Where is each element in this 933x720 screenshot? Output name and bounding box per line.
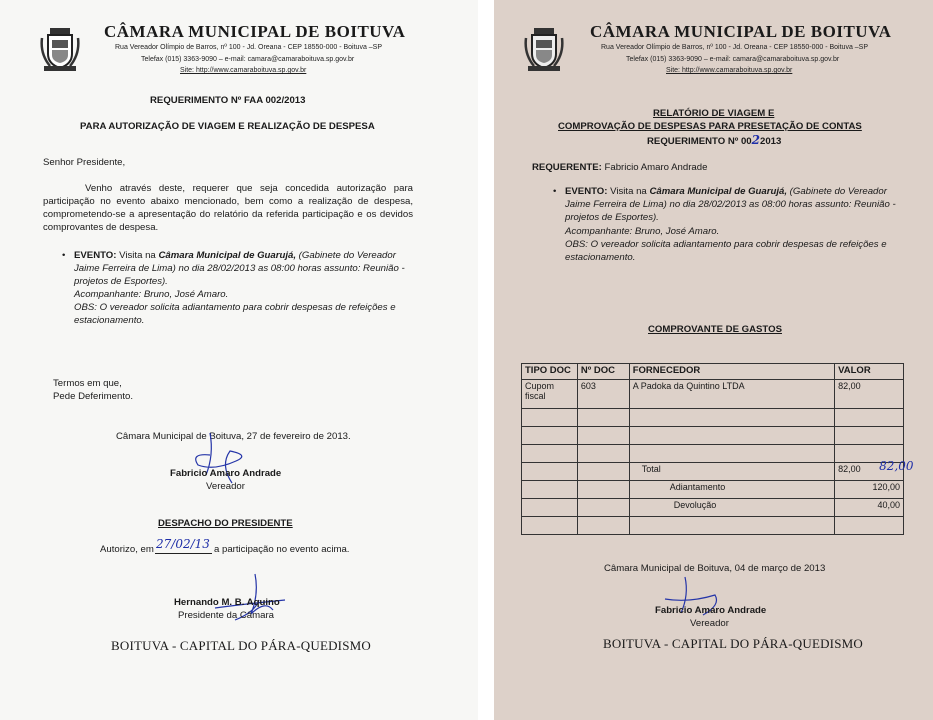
column-header: VALOR <box>835 364 904 380</box>
acompanhante-text: Acompanhante: Bruno, José Amaro. <box>74 289 229 300</box>
autorizo-prefix: Autorizo, em <box>100 544 154 555</box>
obs-text: OBS: O vereador solicita adiantamento para cobrir despesas de refeições e estacionamento. <box>565 239 887 263</box>
table-row <box>522 409 904 427</box>
header-contact: Telefax (015) 3363-9090 – e-mail: camara@camaraboituva.sp.gov.br <box>626 56 840 63</box>
column-header: TIPO DOC <box>522 364 578 380</box>
table-cell: A Padoka da Quintino LTDA <box>629 380 834 409</box>
table-cell: Cupom fiscal <box>522 380 578 409</box>
signer-name: Fabricio Amaro Andrade <box>170 468 282 479</box>
table-cell: 82,00 <box>835 380 904 409</box>
header-title: CÂMARA MUNICIPAL DE BOITUVA <box>104 22 406 41</box>
relatorio-title: RELATÓRIO DE VIAGEM E <box>653 108 775 119</box>
acompanhante-text: Acompanhante: Bruno, José Amaro. <box>565 226 720 237</box>
motto-right: BOITUVA - CAPITAL DO PÁRA-QUEDISMO <box>603 636 863 651</box>
requerente-line: REQUERENTE: Fabricio Amaro Andrade <box>532 162 708 173</box>
table-row-devolucao <box>522 499 904 517</box>
expense-table <box>521 363 914 535</box>
closing-line-2: Pede Deferimento. <box>53 391 133 402</box>
table-cell: 603 <box>577 380 629 409</box>
salutation: Senhor Presidente, <box>43 157 126 168</box>
evento-item: • EVENTO: Visita na Câmara Municipal de Guarujá, (Gabinete do Vereador Jaime Ferreira de Lima) no dia 28/02/2013 as 08:00 horas assunto: Reunião - projetos de Esportes). <box>553 186 896 223</box>
signer-role: Vereador <box>690 618 729 629</box>
closing-line-1: Termos em que, <box>53 378 122 389</box>
request-paragraph: Venho através deste, requerer que seja concedida autorização para participação no evento abaixo mencionado, bem como a realização de despesa, comprometendo-se a apresentação do relatório da referida participação e os devidos comprovantes de despesa. <box>43 183 413 233</box>
header-address: Rua Vereador Olímpio de Barros, nº 100 - Jd. Oreana - CEP 18550-000 - Boituva –SP <box>601 44 869 51</box>
obs-text: OBS: O vereador solicita adiantamento para cobrir despesas de refeições e estacionamento. <box>74 302 396 326</box>
despacho-title: DESPACHO DO PRESIDENTE <box>158 518 293 529</box>
column-header: FORNECEDOR <box>629 364 834 380</box>
evento-item: • EVENTO: Visita na Câmara Municipal de Guarujá, (Gabinete do Vereador Jaime Ferreira de Lima) no dia 28/02/2013 as 08:00 horas assunto: Reunião - projetos de Esportes). <box>62 250 405 287</box>
table-row <box>522 427 904 445</box>
president-name: Hernando M. B. Aquino <box>174 597 280 608</box>
table-header-row <box>522 364 904 380</box>
requerimento-title: REQUERIMENTO Nº FAA 002/2013 <box>150 95 306 106</box>
handwritten-date: 27/02/13 <box>156 537 210 551</box>
signer-role: Vereador <box>206 481 245 492</box>
signer-name: Fabricio Amaro Andrade <box>655 605 767 616</box>
autorizo-suffix: a participação no evento acima. <box>214 544 350 555</box>
table-row <box>522 517 904 535</box>
place-date: Câmara Municipal de Boituva, 04 de março de 2013 <box>604 563 826 574</box>
coat-of-arms-icon <box>524 28 564 72</box>
table-row <box>522 380 904 409</box>
requerimento-subtitle: PARA AUTORIZAÇÃO DE VIAGEM E REALIZAÇÃO DE DESPESA <box>80 121 375 132</box>
comprovante-title: COMPROVANTE DE GASTOS <box>648 324 782 335</box>
total-label: Total <box>629 463 834 481</box>
table-row-adiantamento <box>522 481 904 499</box>
date-underline <box>155 553 212 554</box>
header-title: CÂMARA MUNICIPAL DE BOITUVA <box>590 22 892 41</box>
devolucao-value: 40,00 <box>835 499 904 517</box>
relatorio-number: REQUERIMENTO Nº 0022013 <box>647 133 782 147</box>
adiantamento-value: 120,00 <box>835 481 904 499</box>
place-date: Câmara Municipal de Boituva, 27 de fevereiro de 2013. <box>116 431 351 442</box>
coat-of-arms-icon <box>40 28 80 72</box>
header-address: Rua Vereador Olímpio de Barros, nº 100 - Jd. Oreana - CEP 18550-000 - Boituva –SP <box>115 44 383 51</box>
president-role: Presidente da Câmara <box>178 610 274 621</box>
column-header: Nº DOC <box>577 364 629 380</box>
table-row <box>522 445 904 463</box>
total-value: 82,00 82,00 <box>835 463 904 481</box>
motto-left: BOITUVA - CAPITAL DO PÁRA-QUEDISMO <box>111 638 371 653</box>
table-row-total <box>522 463 904 481</box>
header-contact: Telefax (015) 3363-9090 – e-mail: camara@camaraboituva.sp.gov.br <box>141 56 355 63</box>
relatorio-subtitle: COMPROVAÇÃO DE DESPESAS PARA PRESETAÇÃO DE CONTAS <box>558 121 862 132</box>
header-site-link[interactable]: Site: http://www.camaraboituva.sp.gov.br <box>666 67 793 74</box>
adiantamento-label: Adiantamento <box>629 481 834 499</box>
header-site-link[interactable]: Site: http://www.camaraboituva.sp.gov.br <box>180 67 307 74</box>
devolucao-label: Devolução <box>629 499 834 517</box>
